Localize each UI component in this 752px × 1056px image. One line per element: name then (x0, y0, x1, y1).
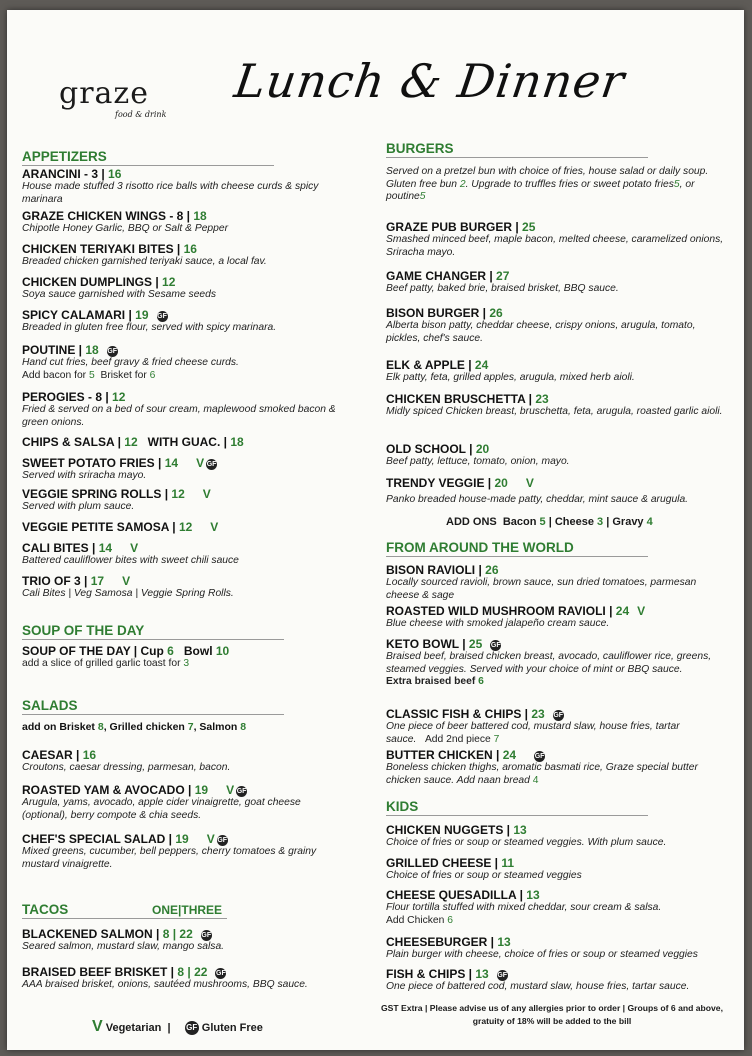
bowl-price: 10 (215, 644, 230, 658)
menu-item (22, 832, 342, 871)
logo (59, 76, 167, 119)
guac-label: WITH GUAC. | (147, 435, 231, 449)
item-description: Plain burger with cheese, choice of fries or soup or steamed veggies (386, 949, 698, 960)
menu-item (22, 343, 342, 382)
menu-item (22, 242, 342, 269)
item-description: Chipotle Honey Garlic, BBQ or Salt & Pepper (22, 223, 229, 234)
item-description: Beef patty, lettuce, tomato, onion, mayo. (386, 456, 570, 467)
vegetarian-leaf-icon: V (525, 476, 534, 490)
addon-label: , Salmon (193, 721, 241, 733)
menu-item (386, 358, 731, 385)
item-price: 17 (90, 574, 105, 588)
item-price: 20 (475, 442, 490, 456)
section-heading-appetizers: APPETIZERS (22, 149, 274, 166)
menu-item (22, 965, 342, 992)
addon-label: , Grilled chicken (103, 721, 188, 733)
legend (92, 1018, 263, 1036)
item-price: 26 (489, 306, 503, 320)
gluten-free-badge-icon: GF (107, 348, 118, 355)
menu-item (22, 520, 342, 534)
item-name: TRENDY VEGGIE | (386, 476, 495, 490)
menu-item (386, 604, 731, 631)
item-description: Boneless chicken thighs, aromatic basmati rice, Graze special butter chicken sauce. Add naan bread (386, 762, 698, 786)
soup-note-price: 3 (183, 658, 190, 669)
cup-label: Cup (140, 644, 168, 658)
item-description: One piece of beer battered cod, mustard slaw, house fries, tartar sauce. (386, 721, 680, 745)
menu-item (22, 574, 342, 601)
item-name: SPICY CALAMARI | (22, 308, 136, 322)
item-name: CHIPS & SALSA | (22, 435, 125, 449)
item-name: FISH & CHIPS | (386, 967, 476, 981)
gluten-free-badge-icon: GF (201, 932, 212, 939)
item-name: SOUP OF THE DAY | (22, 644, 141, 658)
burgers-intro-text: , or poutine (386, 178, 695, 203)
item-description: Locally sourced ravioli, brown sauce, sun dried tomatoes, parmesan cheese & sage (386, 577, 697, 601)
item-description: Braised beef, braised chicken breast, avocado, cauliflower rice, greens, steamed veggies. Served with your choice of mint or BBQ sauce. (386, 651, 712, 675)
item-name: BISON BURGER | (386, 306, 490, 320)
gluten-free-badge-icon: GF (490, 642, 501, 649)
item-name: GRAZE CHICKEN WINGS - 8 | (22, 209, 194, 223)
menu-item (22, 275, 342, 302)
item-price: 12 (178, 520, 193, 534)
item-description (22, 658, 342, 671)
item-name: OLD SCHOOL | (386, 442, 476, 456)
vegetarian-leaf-icon: V (196, 456, 205, 470)
logo-tagline: food & drink (115, 110, 167, 119)
vegetarian-leaf-icon: V (637, 604, 646, 618)
item-price: 16 (183, 242, 197, 256)
item-description: Croutons, caesar dressing, parmesan, bacon. (22, 762, 231, 773)
item-price: 14 (98, 541, 113, 555)
menu-item (22, 435, 342, 449)
item-name: CHEESEBURGER | (386, 935, 498, 949)
addon-price: 8 (240, 721, 247, 733)
item-price: 24 (474, 358, 489, 372)
item-description: Breaded in gluten free flour, served with spicy marinara. (22, 322, 277, 333)
item-price: 25 (468, 637, 483, 651)
item-price: 19 (175, 832, 189, 846)
item-description: Hand cut fries, beef gravy & fried cheese curds. (22, 357, 239, 368)
item-name: CHEESE QUESADILLA | (386, 888, 527, 902)
addon-price: 5 (539, 516, 546, 528)
item-price: 12 (171, 487, 185, 501)
item-name: ROASTED WILD MUSHROOM RAVIOLI | (386, 604, 616, 618)
item-price: 18 (85, 343, 99, 357)
bowl-label: Bowl (183, 644, 216, 658)
item-name: PEROGIES - 8 | (22, 390, 113, 404)
gluten-free-badge-icon: GF (157, 313, 167, 320)
gluten-free-badge-icon: GF (206, 461, 217, 468)
item-price: 24 (615, 604, 630, 618)
menu-item (22, 456, 342, 483)
burgers-intro (386, 166, 731, 204)
menu-item (22, 308, 342, 335)
addon-price: 8 (97, 721, 104, 733)
item-description: Seared salmon, mustard slaw, mango salsa. (22, 941, 225, 952)
item-description: One piece of battered cod, mustard slaw, house fries, tartar sauce. (386, 981, 690, 992)
item-name: CHEF'S SPECIAL SALAD | (22, 832, 176, 846)
vegetarian-leaf-icon: V (202, 487, 211, 501)
item-price: 19 (135, 308, 149, 322)
menu-item (22, 209, 342, 236)
menu-item (22, 748, 342, 775)
item-description: Battered cauliflower bites with sweet chili sauce (22, 555, 239, 566)
item-name: POUTINE | (22, 343, 86, 357)
vegetarian-leaf-icon: V (206, 832, 215, 846)
item-price: 19 (194, 783, 209, 797)
gluten-free-badge-icon: GF (217, 837, 228, 844)
menu-item (386, 476, 731, 507)
addon-price: 6 (149, 369, 156, 381)
menu-item (22, 541, 342, 568)
item-description: Arugula, yams, avocado, apple cider vinaigrette, goat cheese (optional), berry compote & chia seeds. (22, 797, 301, 821)
gluten-free-badge-icon: GF (497, 972, 508, 979)
item-description: Panko breaded house-made patty, cheddar, mint sauce & arugula. (386, 494, 689, 505)
item-description: Flour tortilla stuffed with mixed cheddar, sour cream & salsa. (386, 902, 662, 913)
section-heading-burgers: BURGERS (386, 141, 648, 158)
item-price: 24 (502, 748, 517, 762)
guac-price: 18 (230, 435, 244, 449)
item-price: 8 | 22 (177, 965, 208, 979)
fish-extra-price: 7 (493, 733, 500, 745)
item-price: 23 (535, 392, 549, 406)
item-name: VEGGIE SPRING ROLLS | (22, 487, 172, 501)
salad-addons (22, 721, 342, 733)
menu-item (22, 167, 342, 206)
addon-price: 7 (187, 721, 194, 733)
item-name: CAESAR | (22, 748, 83, 762)
menu-item (22, 783, 342, 822)
item-price: 16 (108, 167, 122, 181)
item-name: GAME CHANGER | (386, 269, 497, 283)
menu-item (22, 927, 342, 954)
item-name: BRAISED BEEF BRISKET | (22, 965, 178, 979)
page-title: Lunch & Dinner (231, 54, 629, 108)
legend-vegetarian: Vegetarian (105, 1022, 162, 1034)
menu-item (386, 306, 731, 345)
upgrade-poutine-price: 5 (419, 191, 426, 203)
item-name: BUTTER CHICKEN | (386, 748, 503, 762)
item-description: Choice of fries or soup or steamed veggies (386, 870, 582, 881)
legend-gluten-free: Gluten Free (201, 1022, 263, 1034)
item-price: 13 (526, 888, 540, 902)
item-name: GRILLED CHEESE | (386, 856, 502, 870)
item-name: BISON RAVIOLI | (386, 563, 486, 577)
addon-label: Add Chicken (386, 914, 448, 926)
item-price: 26 (485, 563, 499, 577)
addon-price: 6 (447, 914, 453, 926)
item-name: CALI BITES | (22, 541, 99, 555)
item-name: CHICKEN DUMPLINGS | (22, 275, 163, 289)
menu-item (386, 392, 731, 419)
item-description: Served with sriracha mayo. (22, 470, 147, 481)
vegetarian-leaf-icon: V (210, 520, 219, 534)
item-price: 18 (193, 209, 207, 223)
item-price: 13 (513, 823, 527, 837)
item-name: ROASTED YAM & AVOCADO | (22, 783, 195, 797)
section-heading-salads: SALADS (22, 698, 284, 715)
menu-item (386, 269, 731, 296)
item-name: GRAZE PUB BURGER | (386, 220, 523, 234)
item-price: 27 (496, 269, 510, 283)
item-description: Choice of fries or soup or steamed veggies. With plum sauce. (386, 837, 667, 848)
keto-extra (386, 676, 731, 689)
item-name: BLACKENED SALMON | (22, 927, 163, 941)
menu-item (386, 220, 731, 259)
item-name: CLASSIC FISH & CHIPS | (386, 707, 532, 721)
gluten-free-badge-icon: GF (216, 970, 226, 977)
item-price: 23 (531, 707, 545, 721)
item-price: 13 (497, 935, 511, 949)
menu-item (386, 707, 731, 746)
item-name: VEGGIE PETITE SAMOSA | (22, 520, 179, 534)
addon-price: 4 (646, 516, 653, 528)
item-name: CHICKEN BRUSCHETTA | (386, 392, 536, 406)
menu-item (386, 935, 731, 962)
item-description: Beef patty, baked brie, braised brisket, BBQ sauce. (386, 283, 619, 294)
item-price: 16 (82, 748, 97, 762)
item-description: Smashed minced beef, maple bacon, melted cheese, caramelized onions, Sriracha mayo. (386, 234, 724, 258)
burgers-intro-text: . Upgrade to truffles fries or sweet potato fries (465, 178, 674, 190)
upgrade-fries-price: 5 (673, 178, 680, 190)
logo-wordmark: graze (59, 76, 149, 111)
menu-item (22, 487, 342, 514)
item-description: Breaded chicken garnished teriyaki sauce, a local fav. (22, 256, 267, 267)
tacos-size-heading: ONE|THREE (152, 903, 223, 917)
vegetarian-leaf-icon: V (122, 574, 131, 588)
section-heading-world: FROM AROUND THE WORLD (386, 540, 648, 557)
section-heading-kids: KIDS (386, 799, 648, 816)
menu-item (386, 637, 731, 689)
item-description: AAA braised brisket, onions, sautéed mushrooms, BBQ sauce. (22, 979, 308, 990)
gluten-free-badge-icon: GF (236, 788, 247, 795)
cup-price: 6 (167, 644, 174, 658)
menu-item (386, 823, 731, 850)
item-price: 25 (522, 220, 536, 234)
gluten-free-badge-icon: GF (553, 712, 564, 719)
menu-item (386, 888, 731, 927)
extra-price: 6 (478, 676, 484, 688)
poutine-addons (22, 370, 342, 383)
item-name: ARANCINI - 3 | (22, 167, 109, 181)
item-name: CHICKEN TERIYAKI BITES | (22, 242, 184, 256)
menu-item (386, 563, 731, 602)
item-description: Alberta bison patty, cheddar cheese, crispy onions, arugula, tomato, pickles, chef's sauce. (386, 320, 696, 344)
item-description: Elk patty, feta, grilled apples, arugula, mixed herb aioli. (386, 372, 635, 383)
menu-item (386, 442, 731, 469)
item-price: 13 (475, 967, 489, 981)
section-heading-soup: SOUP OF THE DAY (22, 623, 284, 640)
gluten-free-badge-icon: GF (534, 753, 545, 760)
menu-item (22, 390, 342, 429)
menu-item (22, 644, 342, 671)
addon-label: | Gravy (603, 516, 647, 528)
item-description: Midly spiced Chicken breast, bruschetta, feta, arugula, roasted garlic aioli. (386, 406, 723, 417)
gluten-free-badge-icon: GF (185, 1021, 199, 1035)
gf-bun-price: 2 (459, 178, 466, 190)
addon-label: add on Brisket (22, 721, 98, 733)
item-description: Served with plum sauce. (22, 501, 135, 512)
item-price: 12 (162, 275, 176, 289)
addon-price: 5 (88, 369, 95, 381)
menu-item (386, 967, 731, 994)
menu-sheet (7, 10, 744, 1050)
item-description: House made stuffed 3 risotto rice balls with cheese curds & spicy marinara (22, 181, 319, 205)
item-price: 12 (124, 435, 138, 449)
item-price: 14 (164, 456, 179, 470)
vegetarian-leaf-icon: V (130, 541, 139, 555)
addon-label: Bacon (502, 516, 540, 528)
addon-label: | Cheese (545, 516, 598, 528)
section-heading-tacos: TACOS (22, 902, 227, 919)
vegetarian-leaf-icon: V (92, 1018, 103, 1035)
soup-note: add a slice of grilled garlic toast for (22, 658, 184, 669)
chicken-addon (386, 915, 731, 928)
footer-note: GST Extra | Please advise us of any allergies prior to order | Groups of 6 and above, gratuity of 18% will be added to the bill (381, 1003, 723, 1026)
menu-item (386, 856, 731, 883)
burger-addons (446, 516, 653, 528)
item-description: Fried & served on a bed of sour cream, maplewood smoked bacon & green onions. (22, 404, 336, 428)
item-price: 8 | 22 (162, 927, 193, 941)
item-description: Cali Bites | Veg Samosa | Veggie Spring Rolls. (22, 588, 234, 599)
addon-label: Add bacon for (22, 369, 89, 381)
fish-extra-label: Add 2nd piece (424, 733, 494, 745)
item-name: TRIO OF 3 | (22, 574, 91, 588)
legend-separator: | (167, 1022, 171, 1034)
extra-label: Extra braised beef (386, 676, 479, 688)
naan-price: 4 (532, 774, 539, 786)
item-price: 20 (494, 476, 508, 490)
item-description: Mixed greens, cucumber, bell peppers, cherry tomatoes & grainy mustard vinaigrette. (22, 846, 317, 870)
item-description: Soya sauce garnished with Sesame seeds (22, 289, 217, 300)
item-price: 11 (501, 856, 515, 870)
menu-item (386, 748, 731, 787)
item-description: Blue cheese with smoked jalapeño cream sauce. (386, 618, 610, 629)
item-name: ELK & APPLE | (386, 358, 475, 372)
item-name: CHICKEN NUGGETS | (386, 823, 514, 837)
burgers-intro-text: Served on a pretzel bun with choice of fries, house salad or daily soup. Gluten free bun (386, 166, 709, 190)
item-price: 12 (112, 390, 126, 404)
vegetarian-leaf-icon: V (226, 783, 235, 797)
item-name: SWEET POTATO FRIES | (22, 456, 165, 470)
addons-label: ADD ONS (446, 516, 500, 528)
addon-price: 3 (597, 516, 604, 528)
addon-label: Brisket for (100, 369, 150, 381)
item-name: KETO BOWL | (386, 637, 469, 651)
